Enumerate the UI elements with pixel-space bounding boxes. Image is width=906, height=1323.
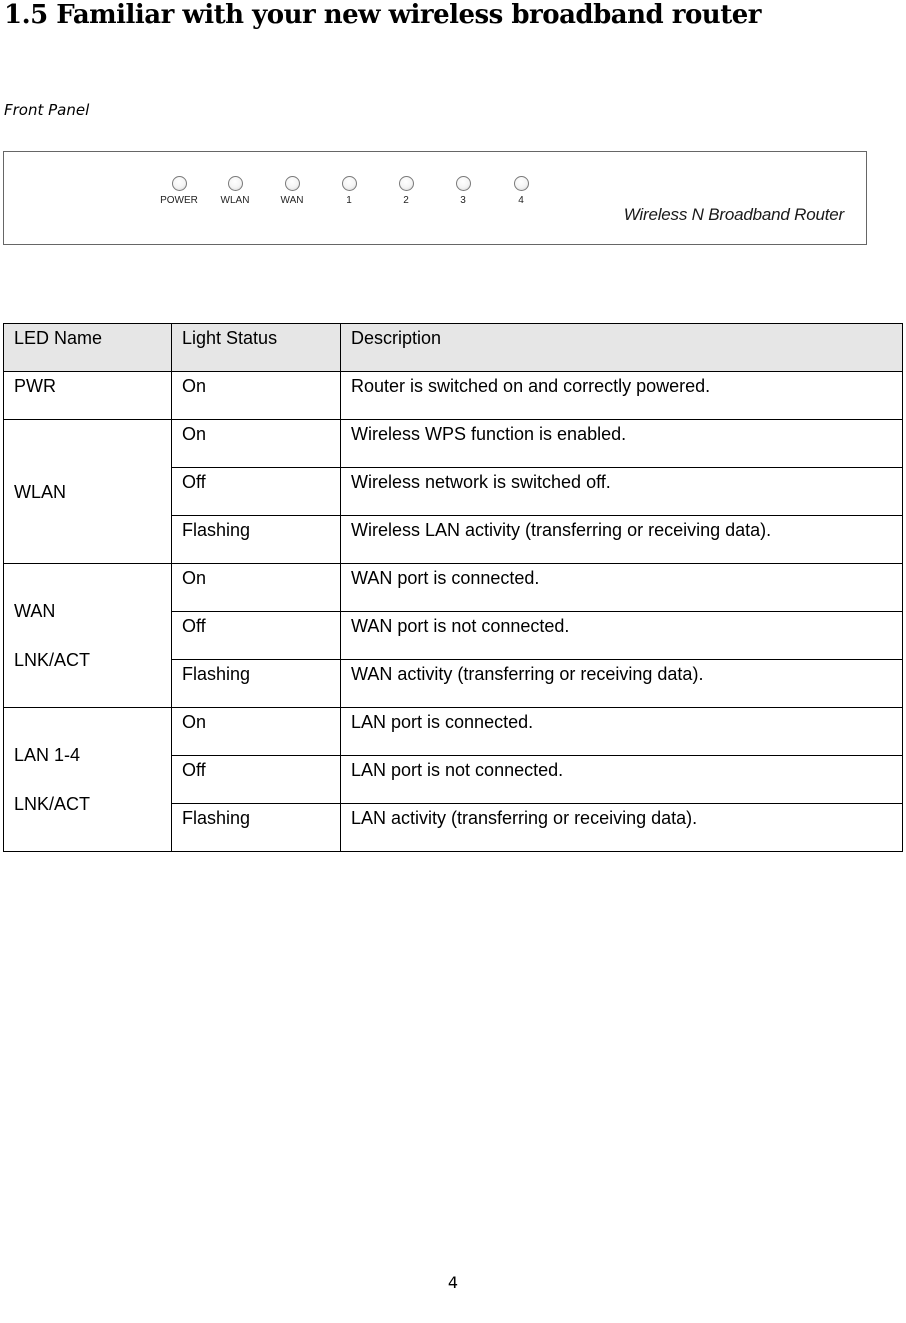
led-name: WAN [14,601,56,621]
led-wlan [210,176,260,206]
column-header-led-name: LED Name [4,324,172,372]
table-row [4,564,903,612]
led-name: LAN 1-4 [14,745,81,765]
page-number: 4 [447,1273,459,1292]
description-cell: WAN port is not connected. [341,612,903,660]
description-cell: Wireless LAN activity (transferring or receiving data). [341,516,903,564]
led-name-sub: LNK/ACT [14,650,91,670]
led-name-cell [4,420,172,564]
light-status-cell: On [172,372,341,420]
led-name: WLAN [14,481,67,502]
light-status-cell: On [172,564,341,612]
description-cell: LAN activity (transferring or receiving data). [341,804,903,852]
led-name-cell [4,708,172,852]
description-cell: Wireless network is switched off. [341,468,903,516]
led-wan [267,176,317,206]
led-lan-3 [438,176,488,206]
light-status-cell: Flashing [172,804,341,852]
description-cell: Router is switched on and correctly powered. [341,372,903,420]
led-label: WAN [280,195,304,206]
led-status-table [3,323,903,852]
subsection-title: Front Panel [4,101,90,119]
table-header-row [4,324,903,372]
led-name: PWR [14,376,56,396]
led-name-cell [4,372,172,420]
led-indicator-icon [172,176,187,191]
led-indicator-icon [285,176,300,191]
light-status-cell: Off [172,468,341,516]
light-status-cell: Flashing [172,516,341,564]
description-cell: LAN port is connected. [341,708,903,756]
led-label: POWER [160,195,198,206]
column-header-light-status: Light Status [172,324,341,372]
section-title: 1.5 Familiar with your new wireless broadband router [4,0,761,30]
led-indicator-icon [342,176,357,191]
light-status-cell: On [172,420,341,468]
light-status-cell: Flashing [172,660,341,708]
description-cell: Wireless WPS function is enabled. [341,420,903,468]
led-indicator-icon [456,176,471,191]
led-name-cell [4,564,172,708]
table-row [4,372,903,420]
led-indicator-icon [228,176,243,191]
light-status-cell: On [172,708,341,756]
column-header-description: Description [341,324,903,372]
led-power [154,176,204,206]
table-row [4,708,903,756]
led-label: 3 [460,195,466,206]
light-status-cell: Off [172,756,341,804]
led-label: 4 [518,195,524,206]
description-cell: WAN port is connected. [341,564,903,612]
table-row [4,420,903,468]
led-lan-2 [381,176,431,206]
light-status-cell: Off [172,612,341,660]
led-lan-4 [496,176,546,206]
led-indicator-icon [399,176,414,191]
led-indicator-icon [514,176,529,191]
front-panel-illustration [3,151,867,245]
led-lan-1 [324,176,374,206]
led-label: 2 [403,195,409,206]
description-cell: LAN port is not connected. [341,756,903,804]
led-label: WLAN [220,195,250,206]
description-cell: WAN activity (transferring or receiving data). [341,660,903,708]
led-label: 1 [346,195,352,206]
brand-label: Wireless N Broadband Router [623,205,844,224]
led-name-sub: LNK/ACT [14,794,91,814]
